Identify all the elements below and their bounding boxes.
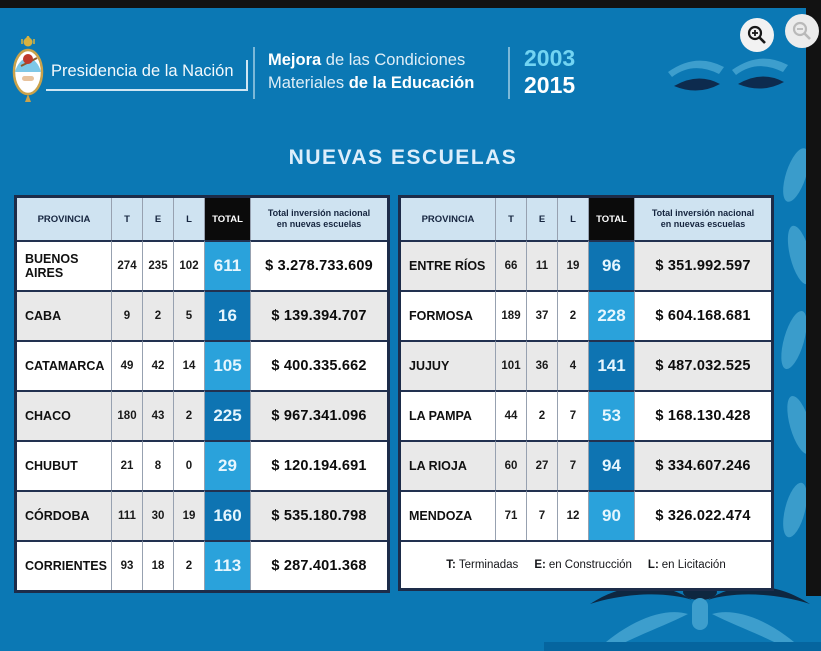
program-title-line1 [268,49,474,72]
t-value: 21 [112,440,143,490]
header-t: T [496,198,527,240]
t-value: 101 [496,340,527,390]
legend-label-l: L: [647,559,659,571]
total-value: 611 [205,240,251,290]
t-value: 274 [112,240,143,290]
legend-label-t: T: [446,559,456,571]
header-e: E [527,198,558,240]
table-body-left [17,240,387,590]
province-cell: CATAMARCA [17,340,112,390]
l-value: 2 [558,290,589,340]
table-row [17,540,387,590]
l-value: 19 [174,490,205,540]
investment-value: $ 326.022.474 [635,490,771,540]
investment-value: $ 351.992.597 [635,240,771,290]
legend-text-l: en Licitación [661,559,726,571]
investment-value: $ 535.180.798 [251,490,387,540]
brand-presidencia: Presidencia de la Nación [46,60,248,91]
total-value: 160 [205,490,251,540]
total-value: 53 [589,390,635,440]
e-value: 11 [527,240,558,290]
e-value: 18 [143,540,174,590]
total-value: 225 [205,390,251,440]
province-cell: CORRIENTES [17,540,112,590]
l-value: 12 [558,490,589,540]
table-row [401,340,771,390]
table-body-right [401,240,771,540]
program-title-bold2: de la Educación [348,74,475,92]
l-value: 7 [558,440,589,490]
schools-table-right [398,195,774,591]
l-value: 2 [174,390,205,440]
province-cell: ENTRE RÍOS [401,240,496,290]
investment-value: $ 287.401.368 [251,540,387,590]
total-value: 105 [205,340,251,390]
l-value: 2 [174,540,205,590]
t-value: 66 [496,240,527,290]
sun-face-bottom [544,584,821,651]
magnifier-minus-icon [791,20,813,42]
l-value: 0 [174,440,205,490]
total-value: 228 [589,290,635,340]
page-title: NUEVAS ESCUELAS [288,146,518,169]
header-inversion: Total inversión nacional en nuevas escuelas [635,198,771,240]
investment-value: $ 3.278.733.609 [251,240,387,290]
province-cell: CHACO [17,390,112,440]
l-value: 4 [558,340,589,390]
t-value: 9 [112,290,143,340]
province-cell: LA RIOJA [401,440,496,490]
e-value: 8 [143,440,174,490]
total-value: 90 [589,490,635,540]
table-row [17,340,387,390]
table-row [401,240,771,290]
investment-value: $ 967.341.096 [251,390,387,440]
year-start: 2003 [524,45,576,71]
province-cell: CÓRDOBA [17,490,112,540]
province-cell: JUJUY [401,340,496,390]
table-legend [401,540,771,588]
t-value: 189 [496,290,527,340]
province-cell: CABA [17,290,112,340]
header-inversion: Total inversión nacional en nuevas escuelas [251,198,387,240]
table-row [401,390,771,440]
table-row [17,390,387,440]
schools-table-left [14,195,390,593]
table-row [17,490,387,540]
zoom-out-button[interactable] [785,14,819,48]
investment-value: $ 120.194.691 [251,440,387,490]
header-divider-1 [253,47,255,99]
table-row [401,440,771,490]
legend-text-t: Terminadas [458,559,519,571]
e-value: 2 [527,390,558,440]
investment-value: $ 604.168.681 [635,290,771,340]
right-letterbox-bar [806,0,821,596]
l-value: 7 [558,390,589,440]
province-cell: MENDOZA [401,490,496,540]
program-title-rest1: de las Condiciones [321,51,466,69]
header-l: L [174,198,205,240]
total-value: 113 [205,540,251,590]
e-value: 235 [143,240,174,290]
l-value: 14 [174,340,205,390]
program-title-bold1: Mejora [268,51,322,69]
header-divider-2 [508,47,510,99]
total-value: 96 [589,240,635,290]
header-t: T [112,198,143,240]
legend-label-e: E: [534,559,546,571]
table-row [17,290,387,340]
table-row [17,440,387,490]
legend-item-t [446,559,518,571]
l-value: 5 [174,290,205,340]
year-end: 2015 [524,72,576,98]
table-row [401,290,771,340]
magnifier-plus-icon [746,24,768,46]
header-provincia: PROVINCIA [401,198,496,240]
e-value: 36 [527,340,558,390]
investment-value: $ 487.032.525 [635,340,771,390]
header-total: TOTAL [589,198,635,240]
legend-item-e [534,559,632,571]
t-value: 49 [112,340,143,390]
table-row [17,240,387,290]
header-total: TOTAL [205,198,251,240]
total-value: 16 [205,290,251,340]
province-cell: FORMOSA [401,290,496,340]
sun-face-eyes [668,59,788,91]
e-value: 27 [527,440,558,490]
e-value: 30 [143,490,174,540]
t-value: 71 [496,490,527,540]
table-header-row [17,198,387,240]
l-value: 102 [174,240,205,290]
investment-value: $ 400.335.662 [251,340,387,390]
program-title-line2 [268,72,474,95]
total-value: 141 [589,340,635,390]
legend-item-l [648,559,726,571]
t-value: 60 [496,440,527,490]
l-value: 19 [558,240,589,290]
header-l: L [558,198,589,240]
table-header-row [401,198,771,240]
province-cell: BUENOS AIRES [17,240,112,290]
e-value: 2 [143,290,174,340]
e-value: 7 [527,490,558,540]
total-value: 29 [205,440,251,490]
top-letterbox-bar [0,0,821,8]
province-cell: LA PAMPA [401,390,496,440]
investment-value: $ 168.130.428 [635,390,771,440]
coat-of-arms-logo [11,36,45,112]
t-value: 93 [112,540,143,590]
t-value: 111 [112,490,143,540]
e-value: 43 [143,390,174,440]
total-value: 94 [589,440,635,490]
legend-text-e: en Construcción [548,559,632,571]
t-value: 44 [496,390,527,440]
zoom-in-button[interactable] [740,18,774,52]
investment-value: $ 334.607.246 [635,440,771,490]
header-e: E [143,198,174,240]
province-cell: CHUBUT [17,440,112,490]
year-range [524,45,575,99]
e-value: 37 [527,290,558,340]
program-title-rest2: Materiales [268,74,349,92]
t-value: 180 [112,390,143,440]
table-row [401,490,771,540]
header-provincia: PROVINCIA [17,198,112,240]
program-title [268,49,474,95]
e-value: 42 [143,340,174,390]
investment-value: $ 139.394.707 [251,290,387,340]
